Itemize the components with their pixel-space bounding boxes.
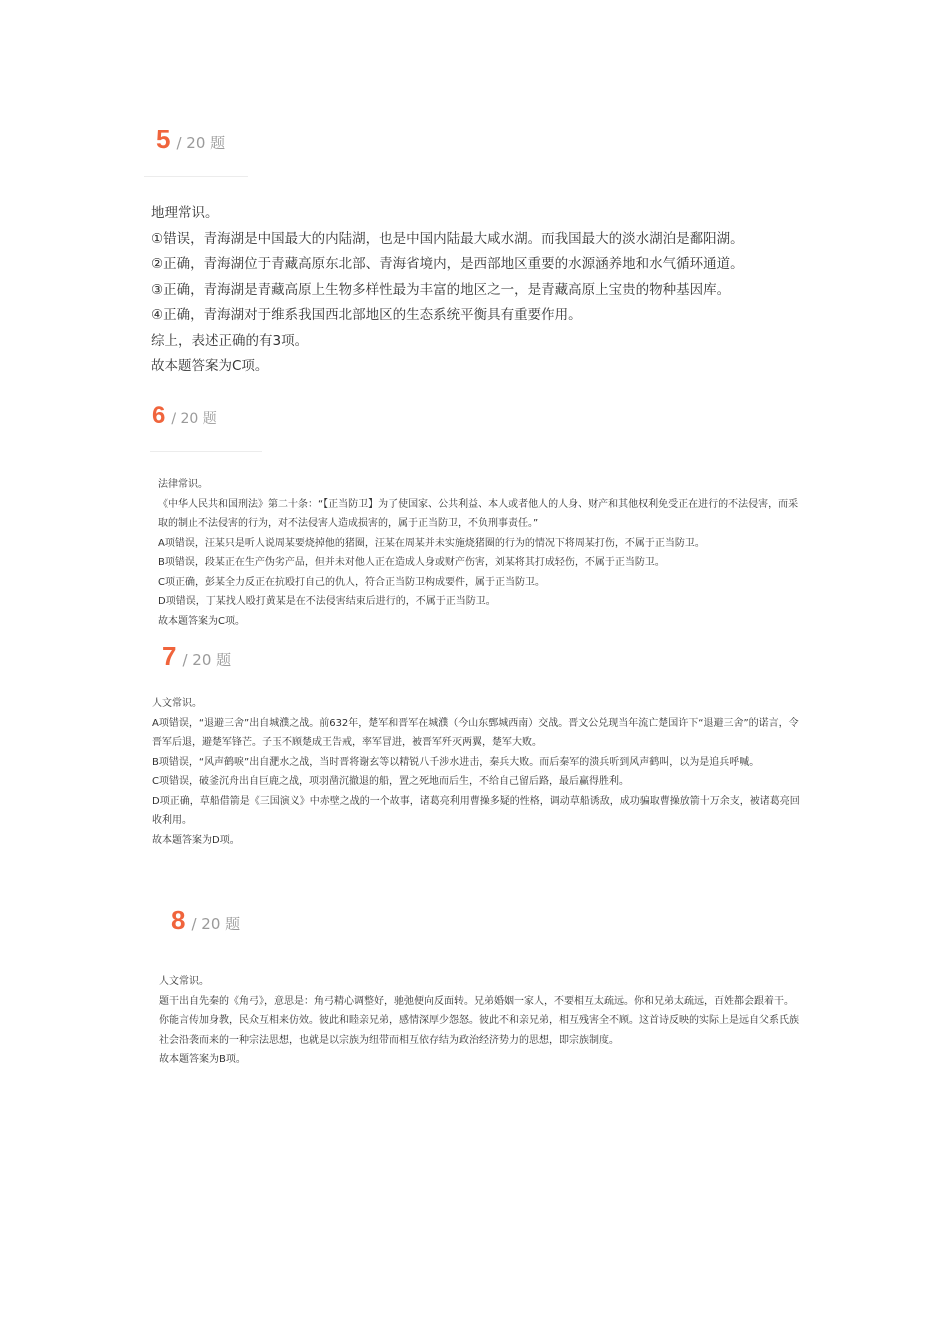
question-number: 8 xyxy=(171,905,186,935)
question-8-poem xyxy=(159,1075,803,1076)
explanation-line: 人文常识。 xyxy=(152,698,202,709)
explanation-line: 故本题答案为D项。 xyxy=(152,834,240,846)
question-6-divider xyxy=(150,451,262,452)
question-5-explanation xyxy=(151,201,841,380)
explanation-line: B项错误，“风声鹤唳”出自淝水之战，当时晋将谢玄等以精锐八千涉水进击，秦兵大败。而后秦军的溃兵听到风声鹤叫，以为是追兵呼喊。 xyxy=(152,756,760,768)
explanation-line: 综上，表述正确的有3项。 xyxy=(151,332,309,349)
question-number: 7 xyxy=(162,641,177,671)
question-total: / 20 题 xyxy=(191,915,241,933)
explanation-line: 法律常识。 xyxy=(158,479,208,490)
question-7-explanation xyxy=(152,694,802,850)
explanation-line: B项错误，段某正在生产伪劣产品，但并未对他人正在造成人身或财产伤害，刘某将其打成轻伤，不属于正当防卫。 xyxy=(158,557,665,568)
explanation-line: 人文常识。 xyxy=(159,976,209,987)
explanation-line: ①错误，青海湖是中国最大的内陆湖，也是中国内陆最大咸水湖。而我国最大的淡水湖泊是鄱阳湖。 xyxy=(151,230,744,247)
explanation-line: 骍骍角弓，翩其反矣。兄弟婚姻，无胥远矣。尔之远矣，民胥然矣。尔之教矣，民胥效矣。 xyxy=(159,1075,199,1076)
explanation-line: ④正确，青海湖对于维系我国西北部地区的生态系统平衡具有重要作用。 xyxy=(151,307,582,323)
question-5-divider xyxy=(144,176,248,177)
question-7-header xyxy=(162,641,231,672)
explanation-line: A项错误，汪某只是听人说周某要烧掉他的猪圈，汪某在周某并未实施烧猪圈的行为的情况下将周某打伤，不属于正当防卫。 xyxy=(158,537,705,549)
explanation-line: A项错误，“退避三舍”出自城濮之战。前632年，楚军和晋军在城濮（今山东鄄城西南）交战。晋文公兑现当年流亡楚国许下“退避三舍”的诺言，令晋军后退，避楚军锋芒。子玉不顾楚成王告戒，率军冒进，被晋军歼灭两翼，楚军大败。 xyxy=(152,717,799,748)
question-5-header xyxy=(156,124,225,155)
question-6-header xyxy=(152,402,217,430)
question-6-explanation xyxy=(158,475,802,631)
explanation-line: C项错误，破釜沉舟出自巨鹿之战，项羽凿沉撤退的船，置之死地而后生，不给自己留后路，最后赢得胜利。 xyxy=(152,776,629,787)
question-number: 5 xyxy=(156,124,171,154)
question-8-header xyxy=(171,905,240,936)
explanation-line: 题干出自先秦的《角弓》，意思是：角弓精心调整好，驰弛便向反面转。兄弟婚姻一家人，不要相互太疏远。你和兄弟太疏远，百姓都会跟着干。你能言传加身教，民众互相来仿效。彼此和睦亲兄弟，感情深厚少怨怒。彼此不和亲兄弟，相互残害全不顾。这首诗反映的实际上是远自父系氏族社会沿袭而来的一种宗法思想，也就是以宗族为纽带而相互依存结为政治经济势力的思想，即宗族制度。 xyxy=(159,995,799,1046)
question-total: / 20 题 xyxy=(176,134,226,152)
explanation-line: ②正确，青海湖位于青藏高原东北部、青海省境内，是西部地区重要的水源涵养地和水气循环通道。 xyxy=(151,256,744,272)
explanation-line: ③正确，青海湖是青藏高原上生物多样性最为丰富的地区之一，是青藏高原上宝贵的物种基因库。 xyxy=(151,281,731,298)
explanation-line: D项错误，丁某找人殴打黄某是在不法侵害结束后进行的，不属于正当防卫。 xyxy=(158,596,496,607)
question-total: / 20 题 xyxy=(182,651,232,669)
question-8-explanation xyxy=(159,972,803,1070)
explanation-line: 故本题答案为C项。 xyxy=(151,358,269,374)
explanation-line: 故本题答案为B项。 xyxy=(159,1054,246,1065)
explanation-line: D项正确，草船借箭是《三国演义》中赤壁之战的一个故事，诸葛亮利用曹操多疑的性格，调动草船诱敌，成功骗取曹操放箭十万余支，被诸葛亮回收利用。 xyxy=(152,795,800,826)
explanation-line: 地理常识。 xyxy=(151,205,219,221)
question-number: 6 xyxy=(152,402,166,429)
explanation-line: 《中华人民共和国刑法》第二十条：“【正当防卫】为了使国家、公共利益、本人或者他人的人身、财产和其他权利免受正在进行的不法侵害，而采取的制止不法侵害的行为，对不法侵害人造成损害的，属于正当防卫，不负刑事责任。” xyxy=(158,498,799,529)
explanation-line: 故本题答案为C项。 xyxy=(158,615,245,627)
question-total: / 20 题 xyxy=(171,411,217,427)
explanation-line: C项正确，彭某全力反正在抗殴打自己的仇人，符合正当防卫构成要件，属于正当防卫。 xyxy=(158,576,545,588)
